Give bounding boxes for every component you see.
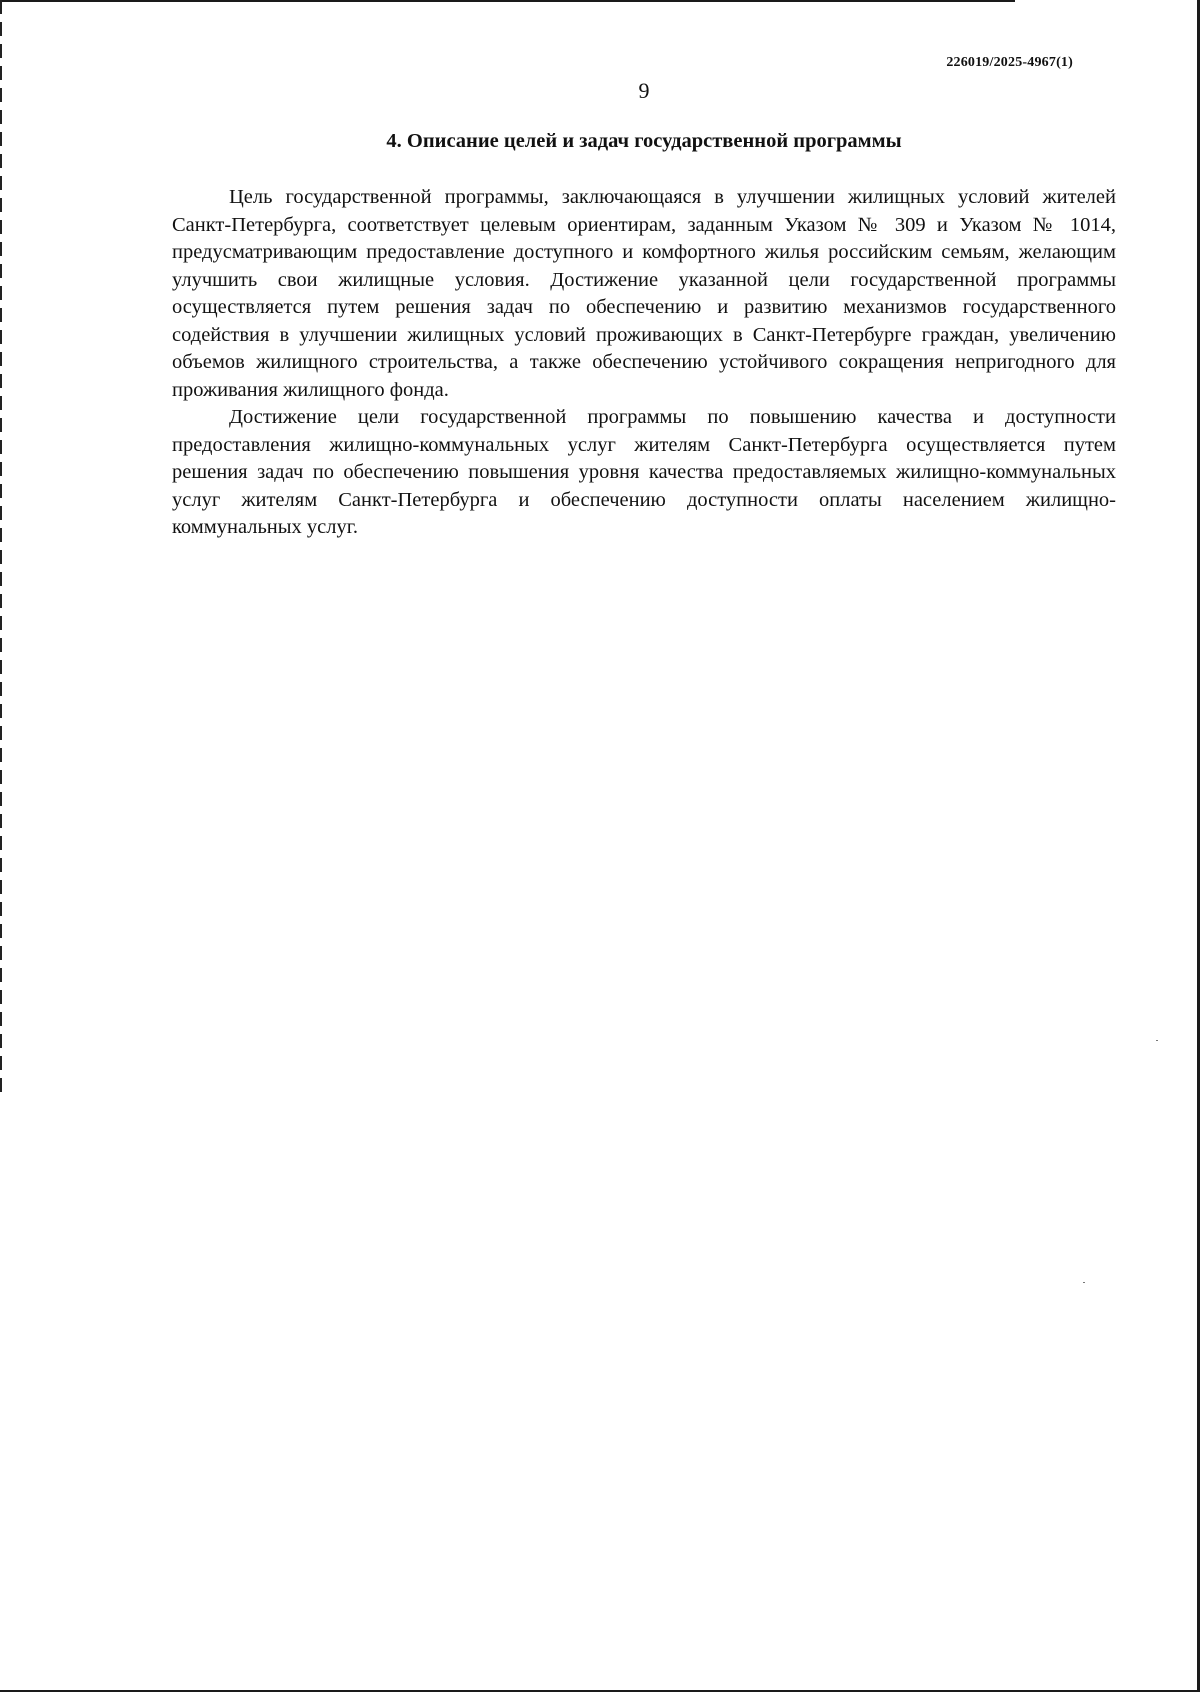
paragraph-goal-utilities: Достижение цели государственной программы по повышению качества и доступности предоставления жилищно-коммунальных услуг жителям Санкт-Петербурга осуществляется путем решения задач по обеспечению повышения уровня качества предоставляемых жилищно-коммунальных услуг жителям Санкт-Петербурга и обеспечению доступности оплаты населением жилищно-коммунальных услуг. bbox=[172, 406, 1116, 538]
scan-border-top bbox=[0, 0, 1015, 2]
scan-speck bbox=[1156, 1040, 1158, 1041]
document-body bbox=[172, 184, 1116, 542]
page-number: 9 bbox=[638, 78, 650, 103]
paragraph-goal-housing: Цель государственной программы, заключающаяся в улучшении жилищных условий жителей Санкт-Петербурга, соответствует целевым ориентирам, заданным Указом № 309 и Указом № 1014, предусматривающим предоставление доступного и комфортного жилья российским семьям, желающим улучшить свои жилищные условия. Достижение указанной цели государственной программы осуществляется путем решения задач по обеспечению и развитию механизмов государственного содействия в улучшении жилищных условий проживающих в Санкт-Петербурге граждан, увеличению объемов жилищного строительства, а также обеспечению устойчивого сокращения непригодного для проживания жилищного фонда. bbox=[172, 186, 1116, 401]
scan-speck bbox=[1083, 1282, 1085, 1283]
document-registration-number: 226019/2025-4967(1) bbox=[946, 55, 1073, 70]
section-heading: 4. Описание целей и задач государственной программы bbox=[386, 130, 902, 152]
scan-border-left bbox=[0, 0, 2, 1100]
